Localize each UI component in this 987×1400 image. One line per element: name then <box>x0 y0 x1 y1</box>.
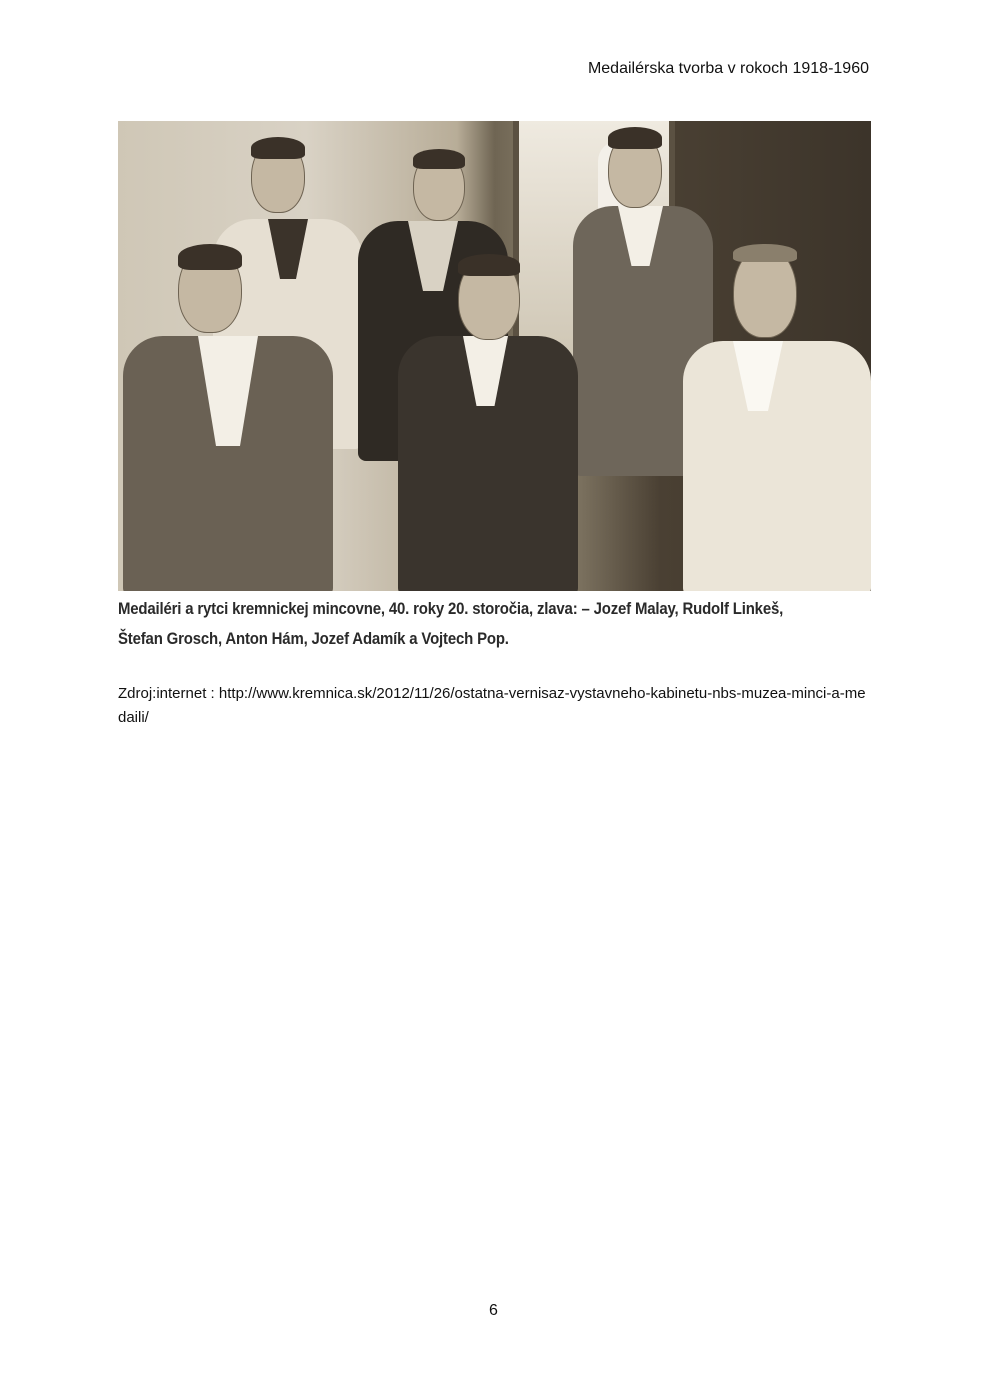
person-seated-2 <box>398 256 578 591</box>
person-seated-3 <box>673 246 871 591</box>
running-header: Medailérska tvorba v rokoch 1918-1960 <box>587 60 869 77</box>
page-number: 6 <box>489 1302 498 1319</box>
source-link[interactable]: http://www.kremnica.sk/2012/11/26/ostatna-vernisaz-vystavneho-kabinetu-nbs-muzea-minci-a-medaili/ <box>118 685 866 726</box>
photo-caption: Medailéri a rytci kremnickej mincovne, 40. roky 20. storočia, zlava: – Jozef Malay, Rudolf Linkeš, Štefan Grosch, Anton Hám, Jozef Adamík a Vojtech Pop. <box>118 599 784 648</box>
person-seated-1 <box>123 246 353 591</box>
group-photograph <box>118 121 871 591</box>
source-note <box>118 682 870 730</box>
source-label: Zdroj:internet : <box>118 685 215 702</box>
